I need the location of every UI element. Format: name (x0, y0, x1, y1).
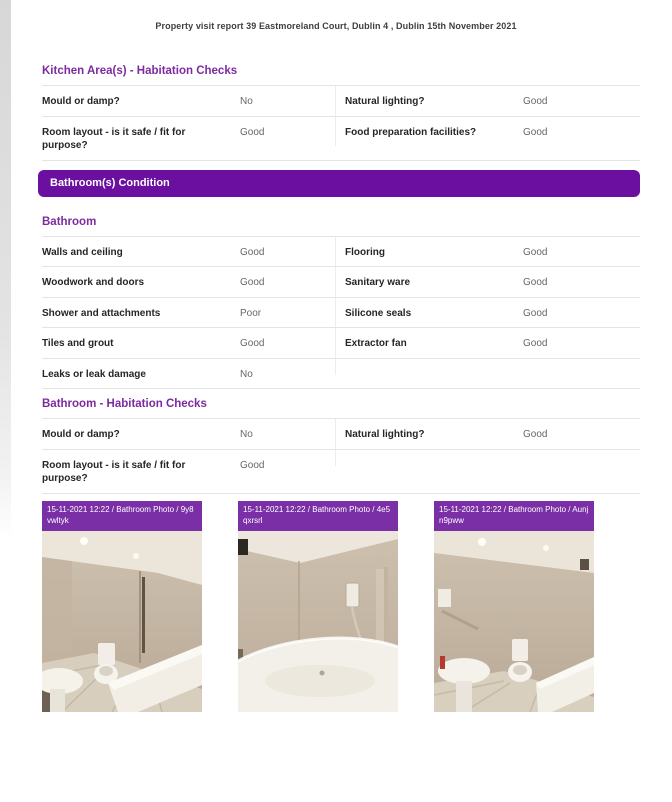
row-value: Good (523, 277, 548, 288)
bathroom-photos-row (42, 501, 640, 712)
row-value: Good (240, 126, 265, 138)
row-label (335, 450, 523, 466)
row-label: Silicone seals (335, 298, 523, 328)
row-label: Food preparation facilities? (335, 117, 523, 147)
bathroom-photo (42, 531, 202, 712)
row-value: Good (240, 246, 265, 258)
row-value: No (240, 96, 253, 107)
row-value: No (240, 368, 253, 380)
table-row (42, 449, 640, 493)
bathroom-habitation-checks-heading: Bathroom - Habitation Checks (42, 398, 207, 410)
photo-card (238, 501, 398, 712)
row-label: Woodwork and doors (42, 277, 145, 288)
banner-label: Bathroom(s) Condition (50, 177, 170, 189)
row-value: No (240, 429, 253, 440)
table-row (42, 85, 640, 116)
row-value: Good (523, 96, 548, 107)
row-label (335, 359, 523, 375)
bathroom-checks-table (42, 418, 640, 494)
bathroom-heading: Bathroom (42, 215, 97, 228)
photo-card (434, 501, 594, 712)
bathrooms-condition-banner (38, 170, 640, 197)
bathroom-photo (434, 531, 594, 712)
table-row (42, 266, 640, 297)
row-value: Poor (240, 307, 262, 319)
row-label: Natural lighting? (335, 419, 523, 449)
row-value: Good (523, 307, 548, 319)
row-label: Mould or damp? (42, 96, 120, 107)
table-row (42, 116, 640, 160)
row-label: Walls and ceiling (42, 246, 123, 258)
row-label: Flooring (335, 237, 523, 267)
row-label: Tiles and grout (42, 338, 114, 349)
row-value: Good (523, 429, 548, 440)
photo-card (42, 501, 202, 712)
row-value: Good (240, 338, 265, 349)
kitchen-habitation-checks-heading: Kitchen Area(s) - Habitation Checks (42, 65, 238, 77)
row-value: Good (240, 277, 265, 288)
photo-caption: 15-11-2021 12:22 / Bathroom Photo / Aunjn9pww (434, 501, 594, 531)
table-row (42, 358, 640, 389)
row-value: Good (523, 126, 548, 138)
table-row (42, 327, 640, 358)
row-label: Leaks or leak damage (42, 368, 146, 380)
row-value (523, 450, 640, 466)
table-row (42, 236, 640, 267)
row-label: Extractor fan (335, 328, 523, 358)
table-row (42, 418, 640, 449)
row-value: Good (523, 338, 548, 349)
photo-caption: 15-11-2021 12:22 / Bathroom Photo / 9y8vwltyk (42, 501, 202, 531)
row-value: Good (523, 246, 548, 258)
row-label: Room layout - is it safe / fit for purpose? (42, 459, 186, 484)
bathroom-photo (238, 531, 398, 712)
row-label: Mould or damp? (42, 429, 120, 440)
row-label: Natural lighting? (335, 86, 523, 116)
bathroom-condition-table (42, 236, 640, 390)
kitchen-checks-table (42, 85, 640, 161)
table-row (42, 297, 640, 328)
row-value: Good (240, 459, 265, 471)
row-label: Sanitary ware (335, 267, 523, 297)
row-label: Room layout - is it safe / fit for purpose? (42, 126, 186, 151)
report-header-title: Property visit report 39 Eastmoreland Court, Dublin 4 , Dublin 15th November 2021 (155, 21, 517, 31)
photo-caption: 15-11-2021 12:22 / Bathroom Photo / 4e5qxrsrl (238, 501, 398, 531)
row-label: Shower and attachments (42, 307, 161, 319)
row-value (523, 359, 640, 375)
page-edge-shadow (0, 0, 11, 540)
report-body (42, 65, 640, 712)
